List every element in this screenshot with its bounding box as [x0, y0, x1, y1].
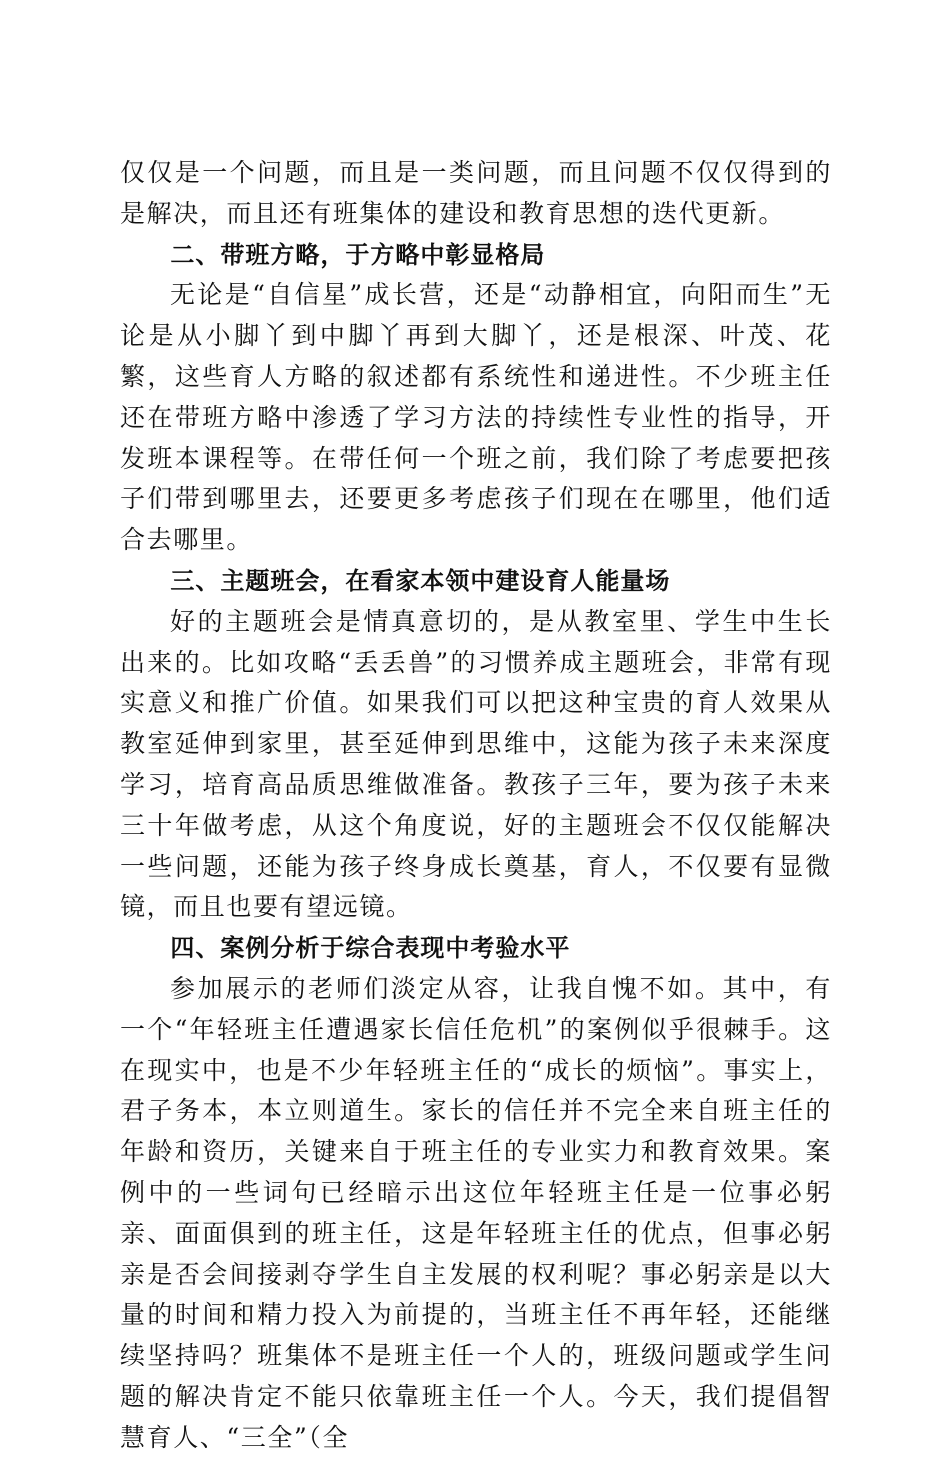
- section-heading-class-strategy: 二、带班方略，于方略中彰显格局: [170, 240, 546, 269]
- section-paragraph-case-analysis: 参加展示的老师们淡定从容，让我自愧不如。其中，有一个“年轻班主任遭遇家长信任危机”的案例似乎很棘手。这在现实中，也是不少年轻班主任的“成长的烦恼”。事实上，君子务本，本立则道生。家长的信任并不完全来自班主任的年龄和资历，关键来自于班主任的专业实力和教育效果。案例中的一些词句已经暗示出这位年轻班主任是一位事必躬亲、面面俱到的班主任，这是年轻班主任的优点，但事必躬亲是否会间接剥夺学生自主发展的权利呢？事必躬亲是以大量的时间和精力投入为前提的，当班主任不再年轻，还能继续坚持吗？班集体不是班主任一个人的，班级问题或学生问题的解决肯定不能只依靠班主任一个人。今天，我们提倡智慧育人、“三全”（全: [120, 973, 832, 1452]
- section-paragraph-class-strategy: 无论是“自信星”成长营，还是“动静相宜，向阳而生”无论是从小脚丫到中脚丫再到大脚丫，还是根深、叶茂、花繁，这些育人方略的叙述都有系统性和递进性。不少班主任还在带班方略中渗透了学习方法的持续性专业性的指导，开发班本课程等。在带任何一个班之前，我们除了考虑要把孩子们带到哪里去，还要更多考虑孩子们现在在哪里，他们适合去哪里。: [120, 280, 832, 555]
- section-heading-theme-meeting: 三、主题班会，在看家本领中建设育人能量场: [170, 566, 671, 595]
- document-page: [120, 153, 832, 1459]
- continuation-paragraph: 仅仅是一个问题，而且是一类问题，而且问题不仅仅得到的是解决，而且还有班集体的建设和教育思想的迭代更新。: [120, 158, 832, 228]
- section-heading-case-analysis: 四、案例分析于综合表现中考验水平: [170, 934, 571, 963]
- section-paragraph-theme-meeting: 好的主题班会是情真意切的，是从教室里、学生中生长出来的。比如攻略“丢丢兽”的习惯养成主题班会，非常有现实意义和推广价值。如果我们可以把这种宝贵的育人效果从教室延伸到家里，甚至延伸到思维中，这能为孩子未来深度学习，培育高品质思维做准备。教孩子三年，要为孩子未来三十年做考虑，从这个角度说，好的主题班会不仅仅能解决一些问题，还能为孩子终身成长奠基，育人，不仅要有显微镜，而且也要有望远镜。: [120, 606, 832, 922]
